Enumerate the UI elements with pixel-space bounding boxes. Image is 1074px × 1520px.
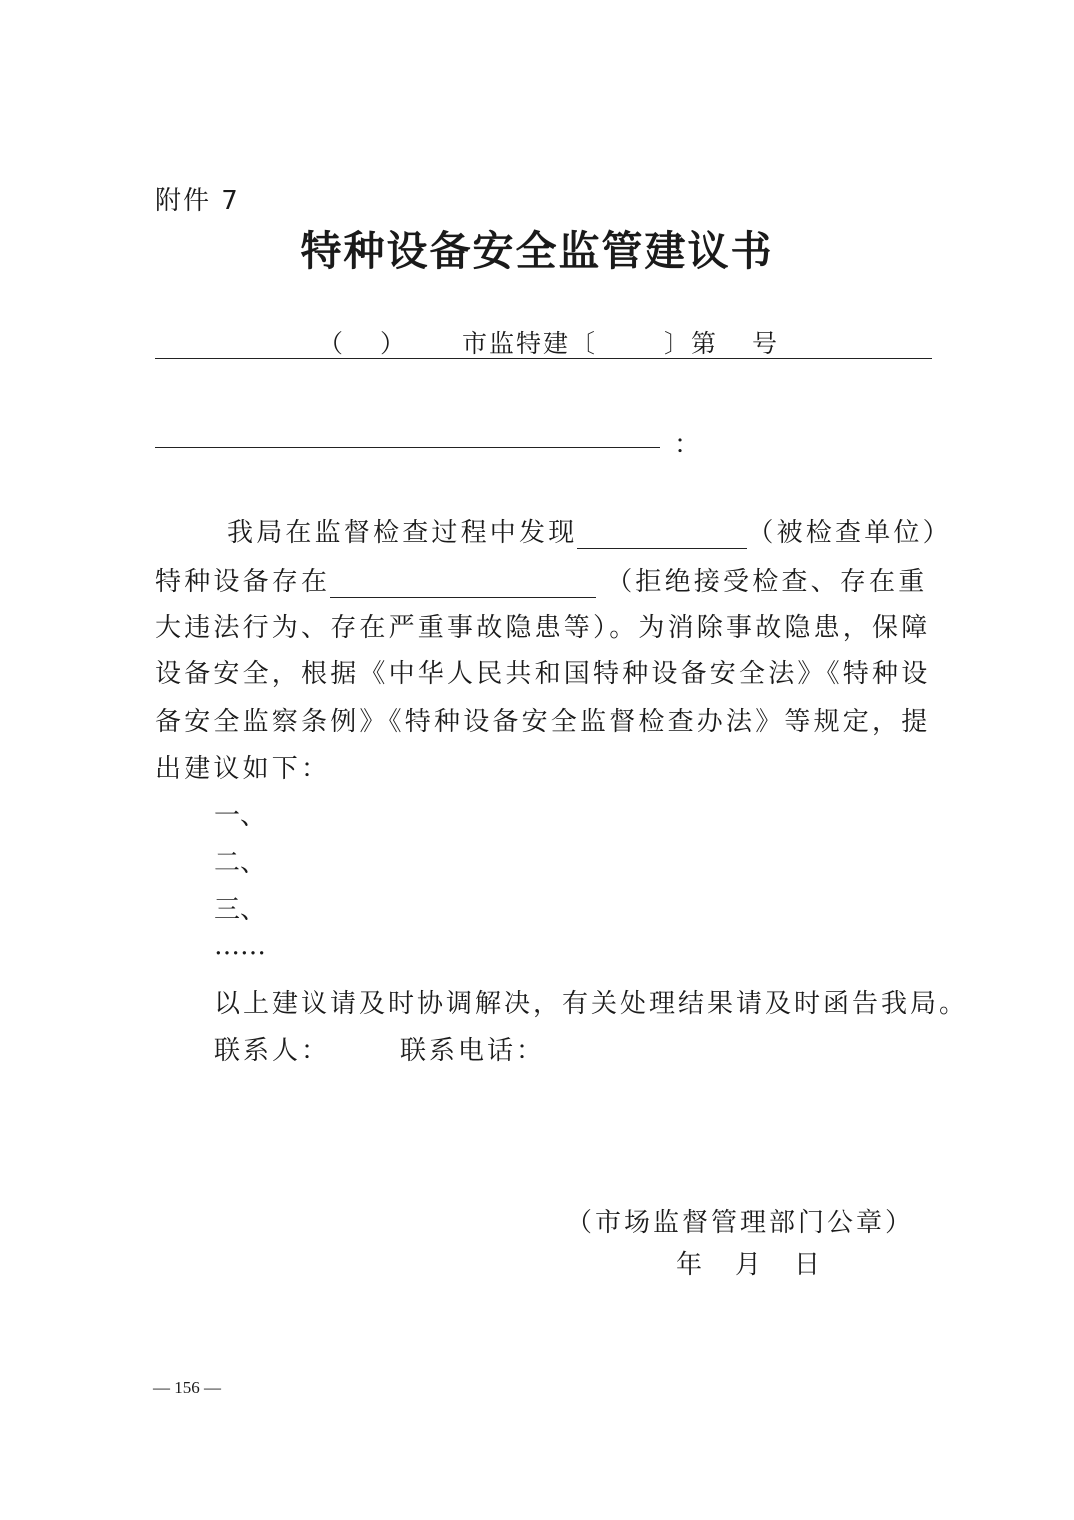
body-line-5: 备安全监察条例》《特种设备安全监督检查办法》等规定，提 [155,707,931,737]
contact-person-label: 联系人： [214,1036,331,1066]
body-line-1 [227,512,952,549]
date-day: 日 [794,1250,821,1280]
body-line-6: 出建议如下： [155,754,331,784]
date-month: 月 [735,1250,762,1280]
page-number: — 156 — [153,1378,221,1397]
document-title: 特种设备安全监管建议书 [300,227,774,275]
body-line-3: 大违法行为、存在严重事故隐患等）。为消除事故隐患，保障 [155,613,931,643]
doc-number-paren-open: （ [318,329,344,358]
doc-number-paren-close: ） [380,329,406,358]
contact-phone-label: 联系电话： [400,1036,546,1066]
body-line-4: 设备安全，根据《中华人民共和国特种设备安全法》《特种设 [155,659,931,689]
doc-number-bracket-close: 〕第 [664,329,719,358]
addressee-colon: ： [674,430,701,460]
suggestion-ellipsis: …… [214,931,266,961]
official-seal-label: （市场监督管理部门公章） [566,1208,915,1238]
inspected-unit-blank[interactable] [577,522,747,549]
body-line-1-start: 我局在监督检查过程中发现 [227,518,578,548]
suggestion-item-2: 二、 [214,848,267,878]
body-line-2 [155,561,927,598]
attachment-label: 附件 7 [155,186,240,216]
header-divider [155,358,932,359]
doc-number-suffix: 号 [752,329,778,358]
body-line-2-start: 特种设备存在 [155,567,331,597]
issue-description-blank[interactable] [330,571,596,598]
date-year: 年 [676,1250,703,1280]
body-line-1-end: （被检查单位） [747,518,952,548]
body-line-2-end: （拒绝接受检查、存在重 [606,567,928,597]
suggestion-item-1: 一、 [214,801,267,831]
suggestion-item-3: 三、 [214,895,267,925]
addressee-blank-line[interactable] [155,447,660,448]
closing-request: 以上建议请及时协调解决，有关处理结果请及时函告我局。 [214,989,969,1019]
doc-number-prefix: 市监特建〔 [462,329,598,358]
